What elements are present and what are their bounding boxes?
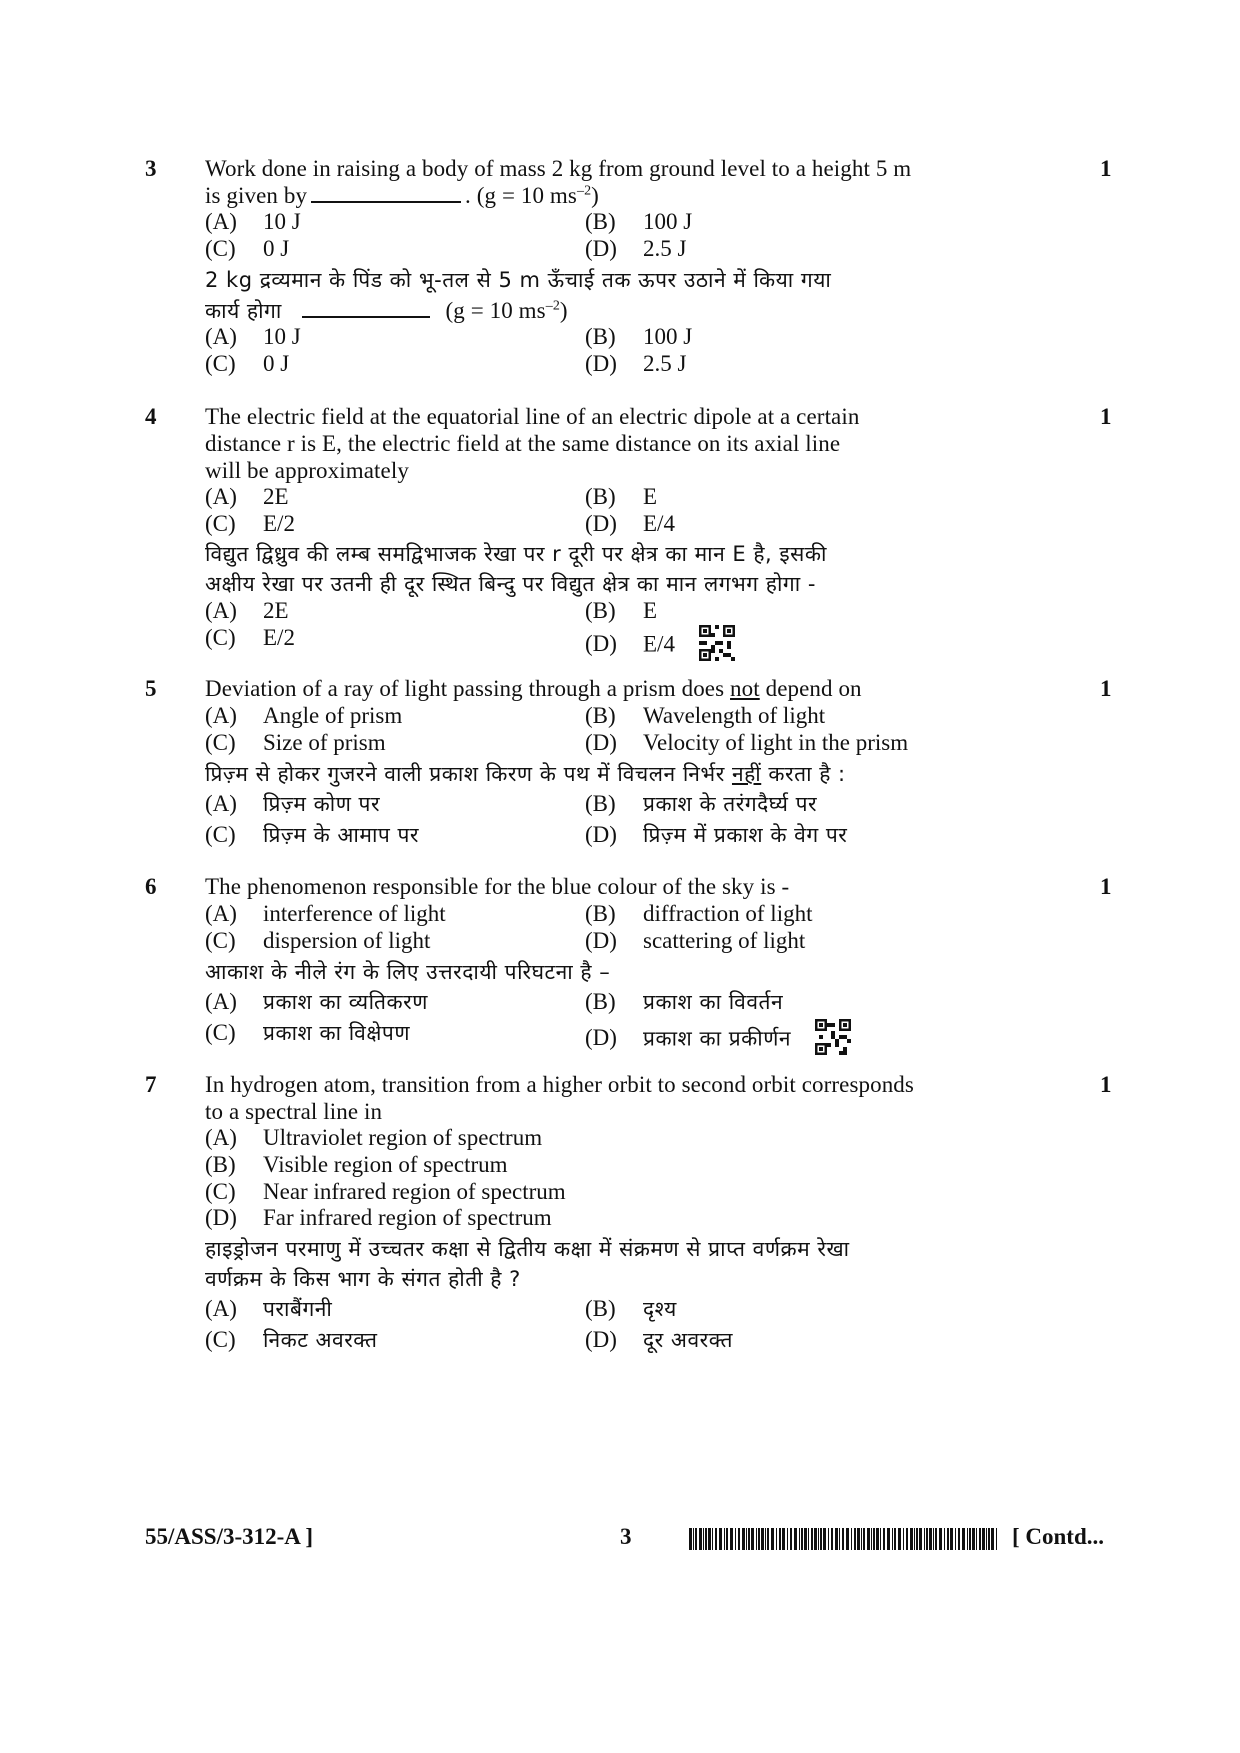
option-label: (A) xyxy=(205,791,237,816)
option-text: Ultraviolet region of spectrum xyxy=(263,1125,543,1150)
option-a xyxy=(205,598,289,624)
marks: 1 xyxy=(1100,874,1112,899)
question-number: 7 xyxy=(145,1072,157,1097)
option-text: E xyxy=(643,598,658,623)
question-number: 5 xyxy=(145,676,157,701)
option-text: Wavelength of light xyxy=(643,703,826,728)
option-label: (D) xyxy=(205,1205,237,1230)
option-label: (D) xyxy=(585,351,617,376)
option-d xyxy=(585,236,686,262)
option-text: dispersion of light xyxy=(263,928,431,953)
option-c xyxy=(205,625,295,651)
option-c xyxy=(205,236,289,262)
option-label: (D) xyxy=(585,1025,617,1051)
option-text: diffraction of light xyxy=(643,901,813,926)
question-text xyxy=(205,183,599,209)
option-d xyxy=(585,1326,733,1354)
option-d xyxy=(585,351,686,377)
text: is given by xyxy=(205,183,308,208)
option-c xyxy=(205,821,419,849)
option-text: Size of prism xyxy=(263,730,386,755)
option-label: (C) xyxy=(205,1020,236,1045)
option-b xyxy=(585,988,783,1016)
option-a xyxy=(205,790,380,818)
option-label: (A) xyxy=(205,484,237,509)
question-text-hindi: अक्षीय रेखा पर उतनी ही दूर स्थित बिन्दु पर विद्युत क्षेत्र का मान लगभग होगा - xyxy=(205,572,816,596)
question-text-hindi: आकाश के नीले रंग के लिए उत्तरदायी परिघटना है – xyxy=(205,960,611,984)
option-c xyxy=(205,511,295,537)
option-label: (A) xyxy=(205,703,237,728)
continued-label: [ Contd... xyxy=(1012,1524,1105,1549)
superscript: –2 xyxy=(545,298,560,314)
option-c xyxy=(205,928,430,954)
option-text: 100 J xyxy=(643,209,693,234)
option-label: (A) xyxy=(205,901,237,926)
option-c xyxy=(205,351,289,377)
option-text: Visible region of spectrum xyxy=(263,1152,508,1177)
option-text: 10 J xyxy=(263,324,301,349)
option-d xyxy=(585,625,735,667)
option-b xyxy=(585,901,812,927)
marks: 1 xyxy=(1100,676,1112,701)
question-text: In hydrogen atom, transition from a higher orbit to second orbit corresponds xyxy=(205,1072,914,1097)
option-a xyxy=(205,209,301,235)
option-d xyxy=(585,1019,851,1061)
option-text: निकट अवरक्त xyxy=(263,1328,378,1352)
option-text: 100 J xyxy=(643,324,693,349)
question-text: will be approximately xyxy=(205,458,409,483)
marks: 1 xyxy=(1100,1072,1112,1097)
question-number: 6 xyxy=(145,874,157,899)
option-label: (C) xyxy=(205,822,236,847)
option-label: (B) xyxy=(585,598,616,623)
question-text-hindi: हाइड्रोजन परमाणु में उच्चतर कक्षा से द्वितीय कक्षा में संक्रमण से प्राप्त वर्णक्रम रेखा xyxy=(205,1237,850,1261)
option-label: (B) xyxy=(585,703,616,728)
option-d xyxy=(585,730,908,756)
option-text: interference of light xyxy=(263,901,446,926)
option-text: 10 J xyxy=(263,209,301,234)
option-c xyxy=(205,1326,378,1354)
option-label: (D) xyxy=(585,511,617,536)
option-text: E/4 xyxy=(643,631,675,657)
option-label: (A) xyxy=(205,598,237,623)
qr-code-icon xyxy=(699,625,735,667)
text: ) xyxy=(559,298,568,323)
option-text: 2E xyxy=(263,484,289,509)
option-label: (D) xyxy=(585,822,617,847)
paper-code: 55/ASS/3-312-A ] xyxy=(145,1524,314,1549)
question-text: The electric field at the equatorial line of an electric dipole at a certain xyxy=(205,404,860,429)
text: कार्य होगा xyxy=(205,299,282,323)
underlined-word: not xyxy=(730,676,760,701)
option-text: दृश्य xyxy=(643,1297,677,1321)
question-text: The phenomenon responsible for the blue colour of the sky is - xyxy=(205,874,790,899)
option-label: (C) xyxy=(205,928,236,953)
option-d xyxy=(585,928,805,954)
option-text: 2E xyxy=(263,598,289,623)
option-b xyxy=(585,1295,677,1323)
option-label: (D) xyxy=(585,1327,617,1352)
option-text: 0 J xyxy=(263,351,290,376)
question-text-hindi: 2 kg द्रव्यमान के पिंड को भू-तल से 5 m ऊँचाई तक ऊपर उठाने में किया गया xyxy=(205,268,832,292)
option-c xyxy=(205,730,386,756)
text: Deviation of a ray of light passing through a prism does xyxy=(205,676,725,701)
question-text: distance r is E, the electric field at the same distance on its axial line xyxy=(205,431,841,456)
option-label: (A) xyxy=(205,989,237,1014)
option-label: (D) xyxy=(585,730,617,755)
marks: 1 xyxy=(1100,404,1112,429)
text: . (g = 10 ms xyxy=(465,183,577,208)
superscript: –2 xyxy=(576,183,592,199)
marks: 1 xyxy=(1100,156,1112,181)
option-label: (C) xyxy=(205,625,236,650)
option-text: पराबैंगनी xyxy=(263,1297,333,1321)
option-text: प्रकाश का प्रकीर्णन xyxy=(643,1026,792,1051)
question-text: to a spectral line in xyxy=(205,1099,383,1124)
option-label: (B) xyxy=(585,901,616,926)
option-label: (B) xyxy=(585,1296,616,1321)
option-label: (B) xyxy=(585,484,616,509)
text: depend on xyxy=(765,676,862,701)
option-label: (D) xyxy=(585,631,617,657)
option-text: प्रकाश का विक्षेपण xyxy=(263,1021,410,1045)
option-b xyxy=(585,324,692,350)
option-a xyxy=(205,324,301,350)
option-label: (B) xyxy=(585,989,616,1014)
text: ) xyxy=(591,183,599,208)
option-text: दूर अवरक्त xyxy=(643,1328,733,1352)
option-text: प्रकाश का व्यतिकरण xyxy=(263,990,428,1014)
question-text xyxy=(205,676,862,702)
option-text: प्रिज़्म के आमाप पर xyxy=(263,823,420,847)
option-text: Angle of prism xyxy=(263,703,403,728)
option-text: 2.5 J xyxy=(643,236,687,261)
option-d xyxy=(585,511,675,537)
question-number: 4 xyxy=(145,404,157,429)
option-a xyxy=(205,901,446,927)
option-label: (C) xyxy=(205,1327,236,1352)
option-text: Near infrared region of spectrum xyxy=(263,1179,566,1204)
text: प्रिज़्म से होकर गुजरने वाली प्रकाश किरण के पथ में विचलन निर्भर xyxy=(205,762,725,786)
question-number: 3 xyxy=(145,156,157,181)
option-text: Far infrared region of spectrum xyxy=(263,1205,552,1230)
option-label: (B) xyxy=(205,1152,236,1177)
question-text: Work done in raising a body of mass 2 kg from ground level to a height 5 m xyxy=(205,156,912,181)
option-text: scattering of light xyxy=(643,928,806,953)
option-d xyxy=(585,821,847,849)
option-label: (A) xyxy=(205,209,237,234)
question-text-hindi xyxy=(205,297,568,325)
option-b xyxy=(585,703,825,729)
option-text: Velocity of light in the prism xyxy=(643,730,909,755)
option-b xyxy=(585,790,817,818)
option-c xyxy=(205,1019,410,1047)
option-label: (A) xyxy=(205,324,237,349)
answer-blank xyxy=(311,183,461,203)
option-text: प्रिज़्म में प्रकाश के वेग पर xyxy=(643,823,848,847)
option-label: (D) xyxy=(585,236,617,261)
option-a xyxy=(205,1125,542,1151)
question-text-hindi xyxy=(205,760,846,788)
page-number: 3 xyxy=(620,1524,632,1549)
option-label: (C) xyxy=(205,351,236,376)
option-label: (D) xyxy=(585,928,617,953)
option-text: प्रकाश के तरंगदैर्घ्य पर xyxy=(643,792,818,816)
option-label: (C) xyxy=(205,730,236,755)
option-a xyxy=(205,703,402,729)
qr-code-icon xyxy=(815,1019,851,1061)
text: (g = 10 ms xyxy=(445,298,546,323)
option-label: (B) xyxy=(585,791,616,816)
question-text-hindi: वर्णक्रम के किस भाग के संगत होती है ? xyxy=(205,1267,521,1291)
barcode-icon xyxy=(689,1528,999,1555)
option-label: (A) xyxy=(205,1125,237,1150)
option-text: 2.5 J xyxy=(643,351,687,376)
option-b xyxy=(205,1152,508,1178)
option-text: प्रकाश का विवर्तन xyxy=(643,990,784,1014)
option-a xyxy=(205,988,428,1016)
question-text-hindi: विद्युत द्विध्रुव की लम्ब समद्विभाजक रेखा पर r दूरी पर क्षेत्र का मान E है, इसकी xyxy=(205,542,827,566)
option-b xyxy=(585,598,657,624)
answer-blank xyxy=(302,298,430,318)
option-label: (A) xyxy=(205,1296,237,1321)
option-label: (B) xyxy=(585,209,616,234)
option-text: E/2 xyxy=(263,511,295,536)
option-label: (C) xyxy=(205,511,236,536)
option-label: (B) xyxy=(585,324,616,349)
option-label: (C) xyxy=(205,236,236,261)
option-text: E/2 xyxy=(263,625,295,650)
option-b xyxy=(585,209,692,235)
option-c xyxy=(205,1179,566,1205)
underlined-word: नहीं xyxy=(731,762,762,786)
option-text: E xyxy=(643,484,658,509)
option-a xyxy=(205,1295,332,1323)
option-text: E/4 xyxy=(643,511,675,536)
option-a xyxy=(205,484,289,510)
text: करता है : xyxy=(768,762,846,786)
option-label: (C) xyxy=(205,1179,236,1204)
option-text: 0 J xyxy=(263,236,290,261)
option-b xyxy=(585,484,657,510)
option-d xyxy=(205,1205,552,1231)
option-text: प्रिज़्म कोण पर xyxy=(263,792,381,816)
